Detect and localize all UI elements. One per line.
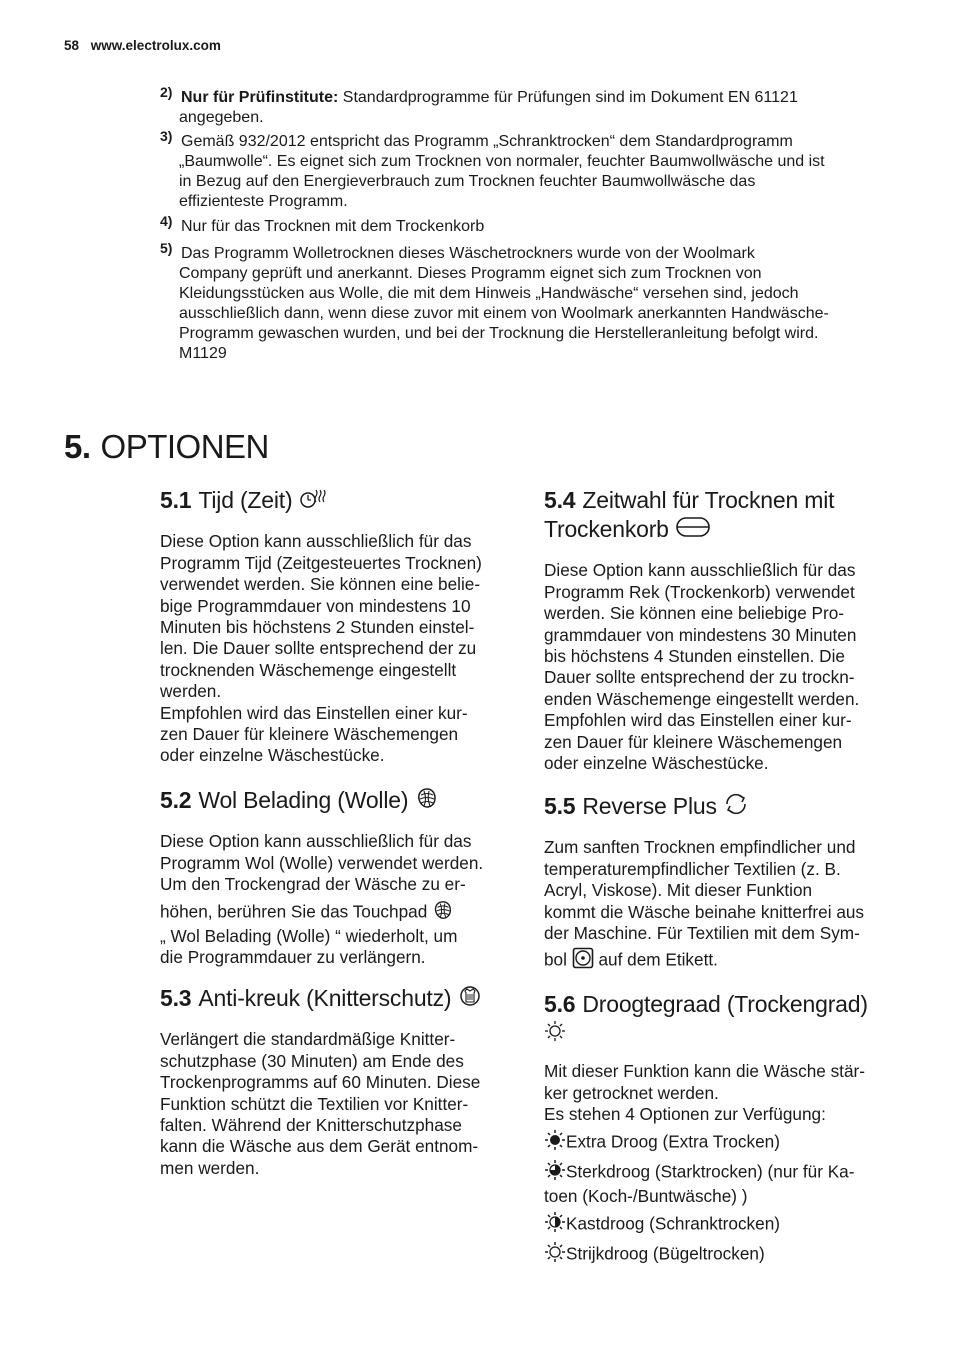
text-line: Programm Rek (Trockenkorb) verwendet — [544, 581, 855, 602]
sun-three-quarter-icon — [544, 1159, 566, 1186]
footnote-text: in Bezug auf den Energieverbrauch zum Trocknen feuchter Baumwollwäsche das — [179, 173, 756, 190]
subsection-heading — [160, 786, 520, 817]
text-line: kann die Wäsche aus dem Gerät entnom- — [160, 1136, 479, 1157]
text-line: zen Dauer für kleinere Wäschemengen — [544, 731, 843, 752]
text-line: Mit dieser Funktion kann die Wäsche stär- — [544, 1061, 865, 1082]
text-line: Zum sanften Trocknen empfindlicher und — [544, 837, 856, 858]
paragraph — [544, 1061, 904, 1268]
text-line: Diese Option kann ausschließlich für das — [160, 831, 472, 852]
paragraph — [160, 531, 520, 766]
wool-icon — [432, 899, 454, 926]
dryness-option-strong — [544, 1159, 904, 1186]
option-5-1 — [160, 486, 520, 767]
text-line: oder einzelne Wäschestücke. — [544, 753, 769, 774]
sun-full-icon — [544, 1129, 566, 1156]
footnote-2 — [160, 84, 900, 128]
paragraph — [160, 1029, 520, 1179]
footnote-mark: 3) — [160, 128, 173, 144]
option-5-6 — [544, 990, 904, 1269]
text-fragment: auf dem Etikett. — [598, 949, 718, 970]
footnote-5 — [160, 240, 900, 364]
footnote-mark: 2) — [160, 84, 173, 100]
subsection-title: Wol Belading (Wolle) — [198, 787, 409, 813]
text-line: Trockenprogramms auf 60 Minuten. Diese — [160, 1072, 481, 1093]
wool-icon — [415, 786, 439, 817]
text-line: Empfohlen wird das Einstellen einer kur- — [160, 702, 468, 723]
time-dry-icon — [299, 486, 327, 517]
subsection-number: 5.5 — [544, 793, 576, 819]
text-line: bige Programmdauer von mindestens 10 — [160, 595, 471, 616]
text-line: ker getrocknet werden. — [544, 1082, 719, 1103]
text-line: oder einzelne Wäschestücke. — [160, 745, 385, 766]
footnote-text: Standardprogramme für Prüfungen sind im Dokument EN 61121 — [342, 89, 798, 106]
text-line: „ Wol Belading (Wolle) “ wiederholt, um — [160, 926, 458, 947]
option-label: Extra Droog (Extra Trocken) — [566, 1130, 780, 1151]
text-line: werden. — [160, 681, 222, 702]
text-line: grammdauer von mindestens 30 Minuten — [544, 624, 857, 645]
page-number: 58 — [64, 38, 80, 53]
text-line — [160, 899, 520, 926]
text-line: schutzphase (30 Minuten) am Ende des — [160, 1050, 464, 1071]
option-5-5 — [544, 792, 904, 975]
footnote-3 — [160, 128, 900, 212]
subsection-heading — [160, 486, 520, 517]
paragraph — [544, 837, 904, 974]
dryness-level-icon — [544, 1020, 566, 1049]
subsection-number: 5.6 — [544, 991, 576, 1017]
section-number: 5. — [64, 428, 91, 465]
subsection-heading — [544, 486, 904, 546]
text-line: verwendet werden. Sie können eine belie- — [160, 574, 481, 595]
text-line: Programm Tijd (Zeitgesteuertes Trocknen) — [160, 552, 482, 573]
text-line: falten. Während der Knitterschutzphase — [160, 1115, 462, 1136]
dryness-option-extra — [544, 1129, 904, 1156]
text-line: werden. Sie können eine beliebige Pro- — [544, 603, 845, 624]
text-line: temperaturempfindlicher Textilien (z. B. — [544, 858, 841, 879]
footnote-text: angegeben. — [179, 109, 264, 126]
text-line: Diese Option kann ausschließlich für das — [160, 531, 472, 552]
text-line: Verlängert die standardmäßige Knitter- — [160, 1029, 456, 1050]
text-line: Empfohlen wird das Einstellen einer kur- — [544, 710, 852, 731]
text-line: len. Die Dauer sollte entsprechend der zu — [160, 638, 477, 659]
footnote-text: ausschließlich dann, wenn diese zuvor mit einem von Woolmark anerkannten Handwäsche- — [179, 305, 829, 322]
subsection-heading — [544, 792, 904, 823]
text-fragment: bol — [544, 949, 567, 970]
footnote-4 — [160, 213, 900, 237]
text-line: Es stehen 4 Optionen zur Verfügung: — [544, 1104, 826, 1125]
option-5-3 — [160, 984, 520, 1179]
section-title — [64, 428, 269, 466]
option-5-4 — [544, 486, 904, 774]
subsection-title: Trockenkorb — [544, 516, 669, 542]
text-line: Dauer sollte entsprechend der zu trockn- — [544, 667, 855, 688]
sun-half-icon — [544, 1211, 566, 1238]
footnote-text: Company geprüft und anerkannt. Dieses Programm eignet sich zum Trocknen von — [179, 265, 762, 282]
text-line: Um den Trockengrad der Wäsche zu er- — [160, 874, 466, 895]
subsection-title: Droogtegraad (Trockengrad) — [582, 991, 868, 1017]
footnote-text: effizienteste Programm. — [179, 193, 348, 210]
footnote-text: Kleidungsstücken aus Wolle, die mit dem Hinweis „Handwäsche“ versehen sind, jedoch — [179, 285, 799, 302]
subsection-heading — [544, 990, 904, 1049]
text-fragment: höhen, berühren Sie das Touchpad — [160, 900, 428, 921]
text-line: Diese Option kann ausschließlich für das — [544, 560, 856, 581]
text-line: trocknenden Wäschemenge eingestellt — [160, 659, 457, 680]
option-label: Strijkdroog (Bügeltrocken) — [566, 1243, 765, 1264]
subsection-title: Tijd (Zeit) — [198, 487, 293, 513]
text-line: die Programmdauer zu verlängern. — [160, 947, 426, 968]
footnote-text: Gemäß 932/2012 entspricht das Programm „Schranktrocken“ dem Standardprogramm — [181, 133, 793, 150]
page-header — [64, 38, 221, 53]
text-line: kommt die Wäsche beinahe knitterfrei aus — [544, 901, 865, 922]
website-url: www.electrolux.com — [90, 38, 221, 53]
anti-crease-icon — [458, 984, 482, 1015]
option-5-2 — [160, 786, 520, 969]
reverse-plus-icon — [723, 792, 749, 823]
text-line: Programm Wol (Wolle) verwendet werden. — [160, 852, 484, 873]
section-title-text: OPTIONEN — [100, 428, 269, 465]
subsection-number: 5.1 — [160, 487, 192, 513]
text-line: der Maschine. Für Textilien mit dem Sym- — [544, 923, 860, 944]
subsection-number: 5.2 — [160, 787, 192, 813]
subsection-title: Zeitwahl für Trocknen mit — [582, 487, 835, 513]
footnote-text: M1129 — [179, 345, 227, 362]
text-line — [544, 947, 904, 974]
text-line: enden Wäschemenge eingestellt werden. — [544, 688, 860, 709]
footnote-mark: 4) — [160, 213, 173, 229]
footnote-text: Das Programm Wolletrocknen dieses Wäschetrockners wurde von der Woolmark — [181, 245, 755, 262]
text-line: Acryl, Viskose). Mit dieser Funktion — [544, 880, 813, 901]
subsection-heading — [160, 984, 520, 1015]
dryness-option-iron — [544, 1241, 904, 1268]
subsection-number: 5.3 — [160, 985, 192, 1011]
footnote-text: „Baumwolle“. Es eignet sich zum Trocknen von normaler, feuchter Baumwollwäsche und ist — [179, 153, 825, 170]
option-label: Kastdroog (Schranktrocken) — [566, 1213, 780, 1234]
paragraph — [544, 560, 904, 774]
drying-rack-icon — [675, 515, 711, 546]
subsection-number: 5.4 — [544, 487, 576, 513]
subsection-title: Anti-kreuk (Knitterschutz) — [198, 985, 452, 1011]
text-line: Funktion schützt die Textilien vor Knitter- — [160, 1093, 469, 1114]
option-label: Sterkdroog (Starktrocken) (nur für Ka- — [566, 1161, 855, 1182]
dryness-option-cupboard — [544, 1211, 904, 1238]
tumble-dry-symbol-icon — [572, 947, 594, 974]
text-line: bis höchstens 4 Stunden einstellen. Die — [544, 646, 845, 667]
sun-empty-icon — [544, 1241, 566, 1268]
paragraph — [160, 831, 520, 968]
footnote-mark: 5) — [160, 240, 173, 256]
option-label-continuation: toen (Koch-/Buntwäsche) ) — [544, 1186, 748, 1207]
text-line: men werden. — [160, 1157, 260, 1178]
text-line: Minuten bis höchstens 2 Stunden einstel- — [160, 617, 475, 638]
subsection-title: Reverse Plus — [582, 793, 717, 819]
text-line: zen Dauer für kleinere Wäschemengen — [160, 724, 459, 745]
footnote-text: Nur für das Trocknen mit dem Trockenkorb — [181, 218, 485, 235]
footnote-text: Programm gewaschen wurden, und bei der Trocknung die Herstelleranleitung befolgt wird. — [179, 325, 819, 342]
footnote-bold-lead: Nur für Prüfinstitute: — [181, 89, 339, 106]
